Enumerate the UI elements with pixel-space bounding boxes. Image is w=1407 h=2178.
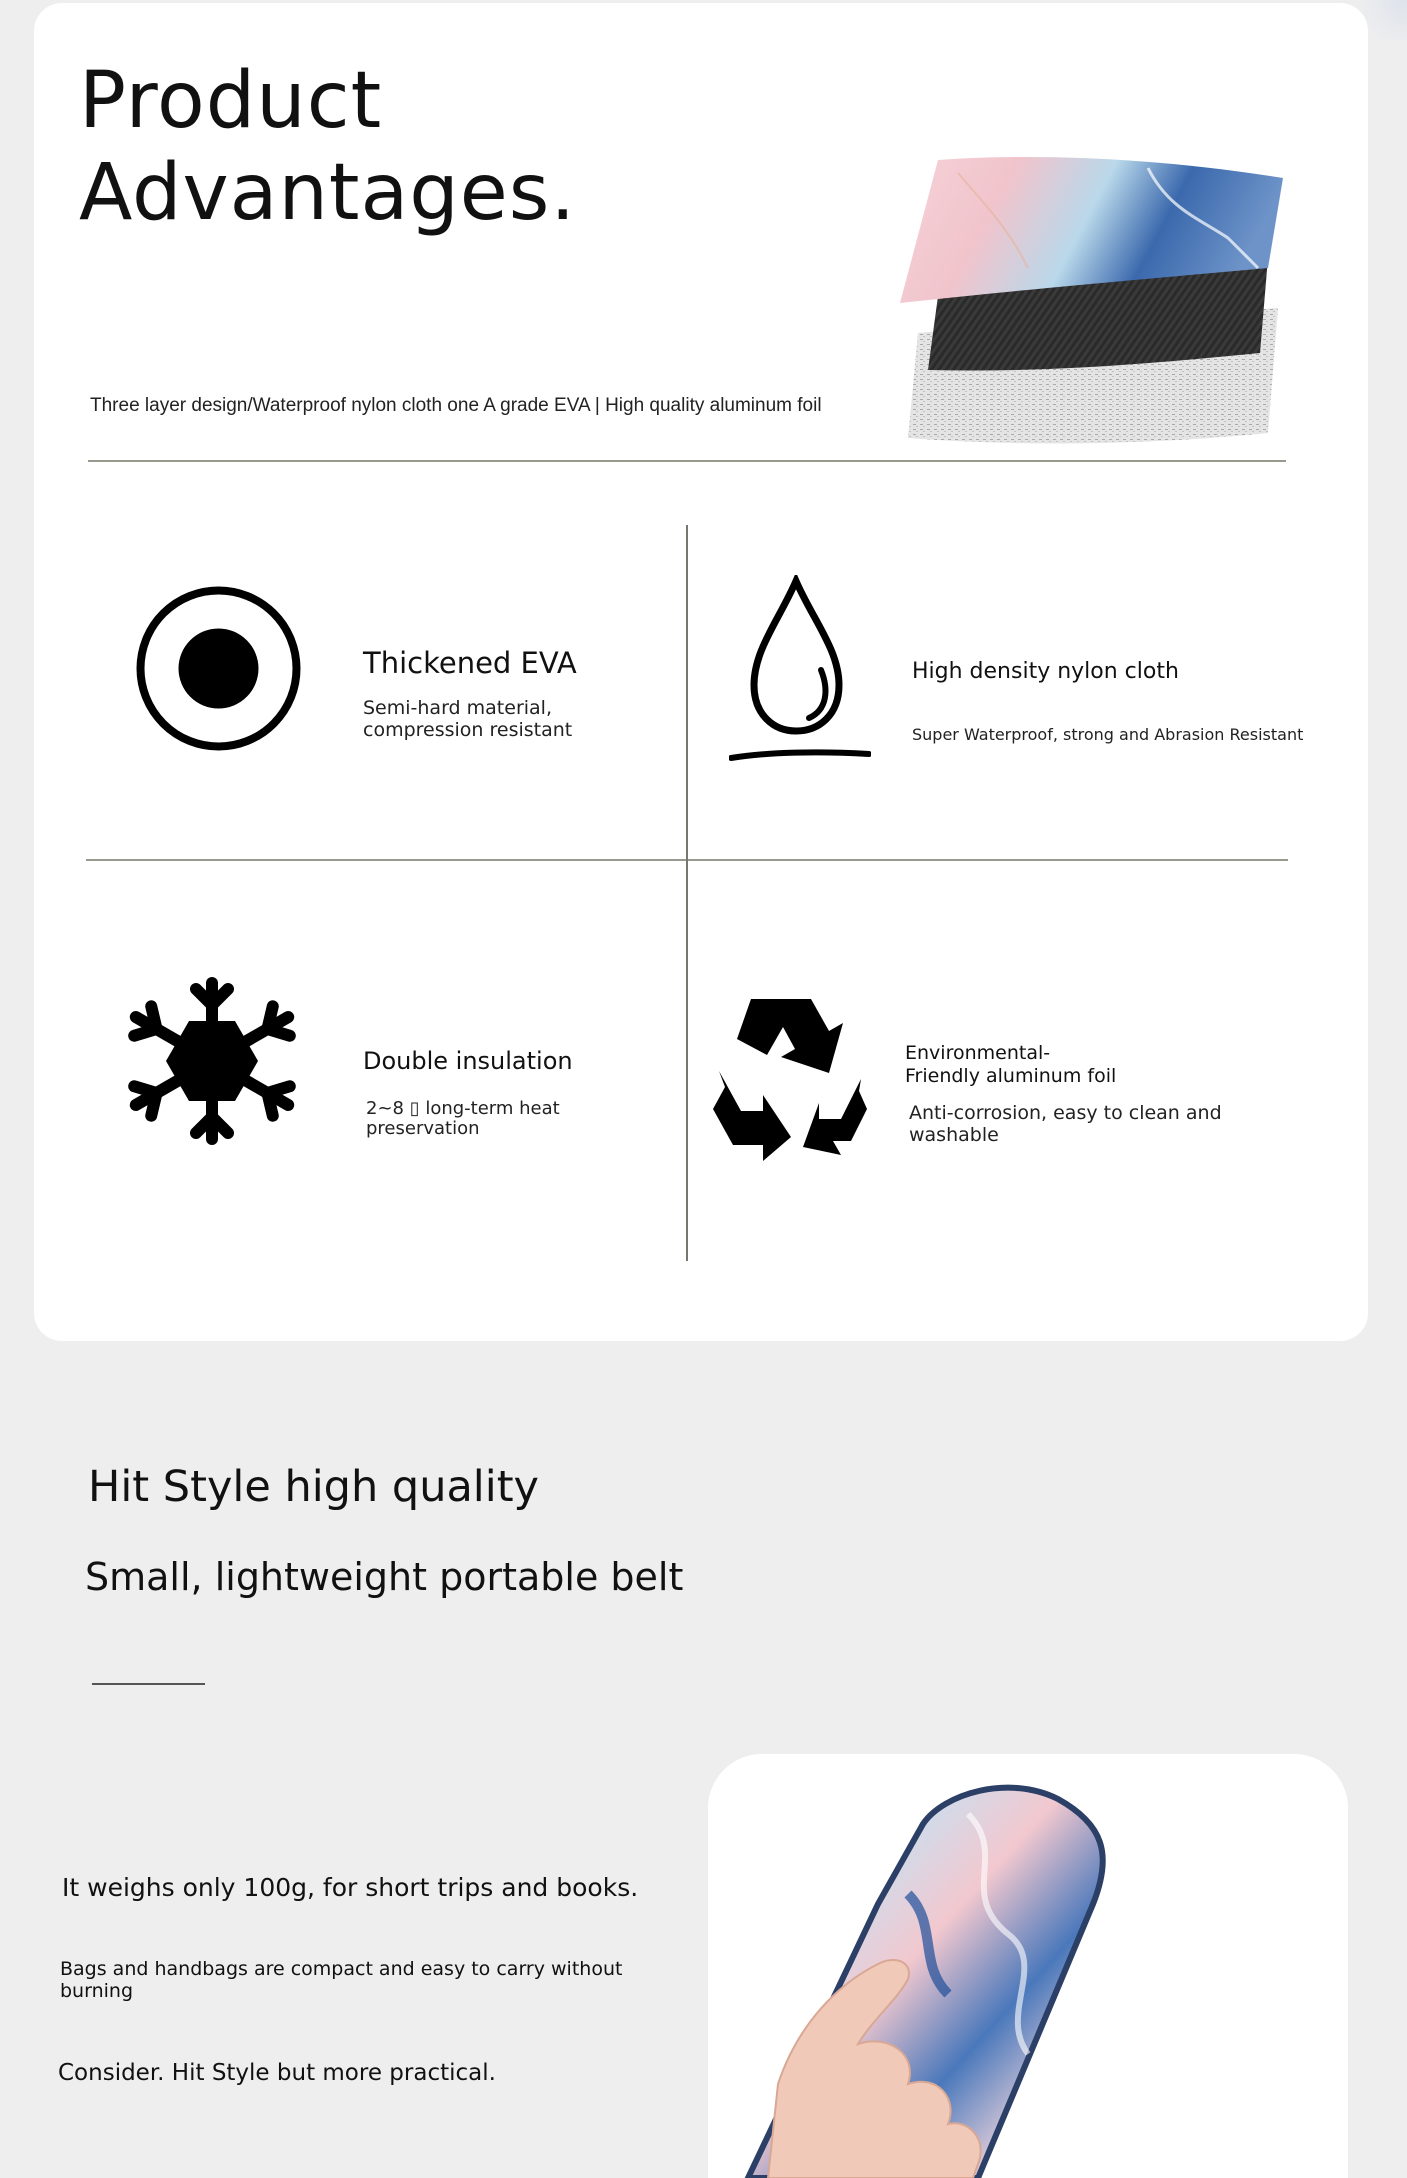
feature-title-aluminum-foil: [905, 1042, 1116, 1088]
three-layer-material-image: [898, 148, 1290, 453]
desc-line: preservation: [366, 1118, 480, 1139]
feature-title-double-insulation: Double insulation: [363, 1047, 573, 1075]
center-divider: [686, 525, 688, 1261]
desc-line: compression resistant: [363, 719, 573, 741]
desc-line: Anti-corrosion, easy to clean and: [909, 1102, 1222, 1124]
product-photo-card: [708, 1754, 1348, 2178]
title-line-1: Product: [79, 56, 383, 146]
desc-line: washable: [909, 1124, 999, 1146]
recycle-icon: [711, 987, 869, 1163]
section-subheading: Small, lightweight portable belt: [85, 1555, 684, 1599]
feature-desc-thickened-eva: [363, 697, 572, 741]
weight-text: It weighs only 100g, for short trips and books.: [62, 1873, 639, 1902]
carry-line: burning: [60, 1980, 134, 2002]
water-drop-icon: [729, 575, 871, 765]
short-rule: [92, 1683, 205, 1685]
snowflake-icon: [114, 974, 310, 1148]
pencil-case-photo: [708, 1754, 1348, 2178]
layer-caption: Three layer design/Waterproof nylon cloth one A grade EVA | High quality aluminum foil: [90, 395, 822, 416]
carry-text: [60, 1958, 660, 2002]
desc-line: Semi-hard material,: [363, 697, 552, 719]
feature-desc-nylon-cloth: Super Waterproof, strong and Abrasion Resistant: [912, 725, 1304, 744]
title-line-2: Advantages.: [79, 148, 577, 238]
carry-line: Bags and handbags are compact and easy to carry without: [60, 1958, 623, 1980]
feature-desc-double-insulation: [366, 1099, 560, 1139]
title-line: Friendly aluminum foil: [905, 1065, 1117, 1087]
product-advantages-title: [79, 55, 576, 239]
top-divider: [88, 460, 1286, 462]
consider-text: Consider. Hit Style but more practical.: [58, 2060, 496, 2086]
target-icon: [135, 585, 302, 752]
feature-title-nylon-cloth: High density nylon cloth: [912, 659, 1179, 684]
title-line: Environmental-: [905, 1042, 1051, 1064]
desc-line: 2~8 ▯ long-term heat: [366, 1098, 560, 1119]
feature-desc-aluminum-foil: [909, 1102, 1222, 1146]
section-heading: Hit Style high quality: [88, 1462, 539, 1512]
feature-title-thickened-eva: Thickened EVA: [363, 646, 577, 680]
